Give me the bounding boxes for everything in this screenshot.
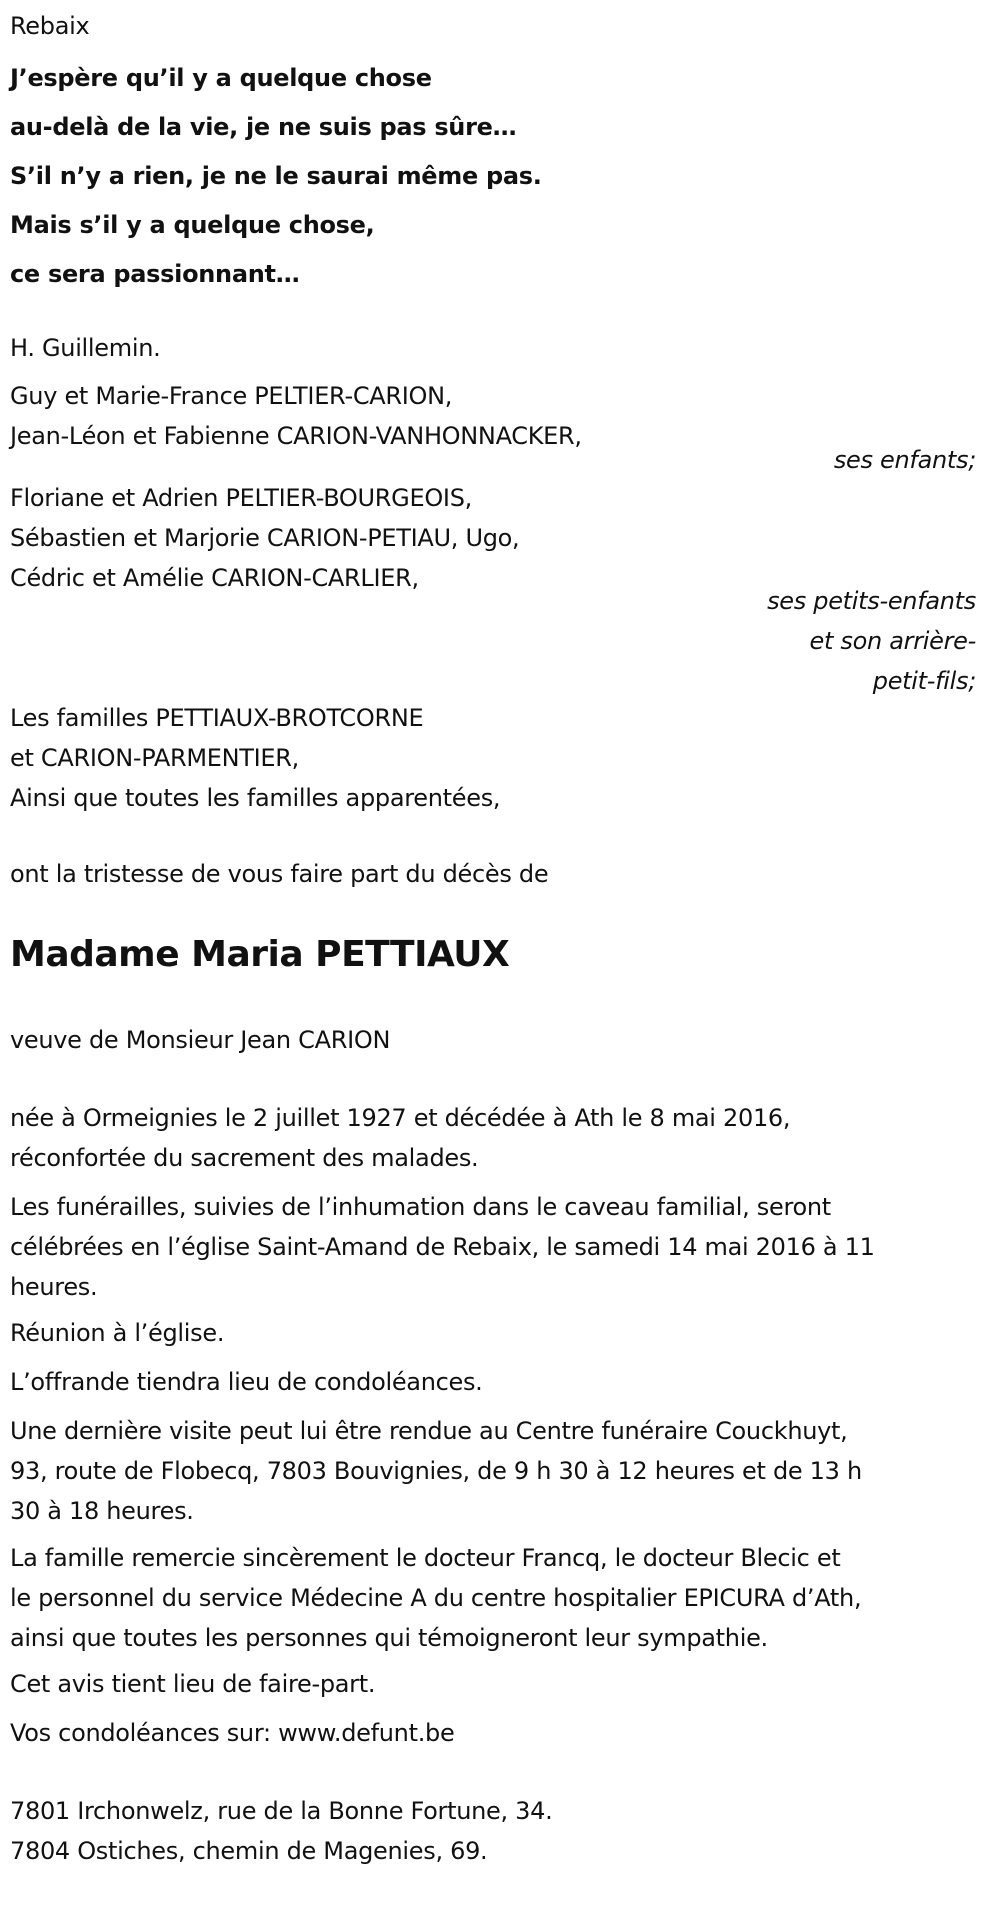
- address-line: 7804 Ostiches, chemin de Magenies, 69.: [10, 1837, 488, 1865]
- detail-line: ainsi que toutes les personnes qui témoigneront leur sympathie.: [10, 1624, 768, 1652]
- detail-line: réconfortée du sacrement des malades.: [10, 1144, 479, 1172]
- location: Rebaix: [10, 12, 90, 40]
- grandchildren-section: [10, 478, 990, 598]
- child-line: Guy et Marie-France PELTIER-CARION,: [10, 382, 453, 410]
- offering: L’offrande tiendra lieu de condoléances.: [10, 1368, 483, 1396]
- family-line: Les familles PETTIAUX-BROTCORNE: [10, 704, 424, 732]
- detail-line: Une dernière visite peut lui être rendue au Centre funéraire Couckhuyt,: [10, 1417, 848, 1445]
- grandchildren-label-line: ses petits-enfants: [767, 587, 976, 615]
- poem-line: ce sera passionnant…: [10, 260, 300, 288]
- detail-line: le personnel du service Médecine A du centre hospitalier EPICURA d’Ath,: [10, 1584, 862, 1612]
- poem-author: H. Guillemin.: [10, 334, 161, 362]
- detail-line: 93, route de Flobecq, 7803 Bouvignies, de 9 h 30 à 12 heures et de 13 h: [10, 1457, 862, 1485]
- detail-line: née à Ormeignies le 2 juillet 1927 et décédée à Ath le 8 mai 2016,: [10, 1104, 791, 1132]
- thanks: [10, 1538, 990, 1658]
- notice: Cet avis tient lieu de faire-part.: [10, 1670, 376, 1698]
- funeral: [10, 1187, 990, 1307]
- address-line: 7801 Irchonwelz, rue de la Bonne Fortune, 34.: [10, 1797, 553, 1825]
- condolences: Vos condoléances sur: www.defunt.be: [10, 1719, 455, 1747]
- birth-death: [10, 1098, 990, 1178]
- poem-line: J’espère qu’il y a quelque chose: [10, 64, 432, 92]
- poem: [10, 54, 990, 299]
- grandchildren-label-line: petit-fils;: [872, 667, 976, 695]
- deceased-name: Madame Maria PETTIAUX: [10, 934, 510, 975]
- visit: [10, 1411, 990, 1531]
- detail-line: célébrées en l’église Saint-Amand de Rebaix, le samedi 14 mai 2016 à 11: [10, 1233, 875, 1261]
- grandchildren-label: [10, 581, 990, 701]
- family-line: Ainsi que toutes les familles apparentées,: [10, 784, 501, 812]
- grandchild-line: Floriane et Adrien PELTIER-BOURGEOIS,: [10, 484, 472, 512]
- detail-line: heures.: [10, 1273, 98, 1301]
- detail-line: La famille remercie sincèrement le docteur Francq, le docteur Blecic et: [10, 1544, 841, 1572]
- detail-line: Les funérailles, suivies de l’inhumation dans le caveau familial, seront: [10, 1193, 831, 1221]
- grandchild-line: Cédric et Amélie CARION-CARLIER,: [10, 564, 419, 592]
- child-line: Jean-Léon et Fabienne CARION-VANHONNACKER,: [10, 422, 582, 450]
- widow-of: veuve de Monsieur Jean CARION: [10, 1026, 391, 1054]
- meeting: Réunion à l’église.: [10, 1319, 225, 1347]
- poem-line: S’il n’y a rien, je ne le saurai même pas.: [10, 162, 542, 190]
- poem-line: Mais s’il y a quelque chose,: [10, 211, 375, 239]
- addresses: [10, 1791, 990, 1871]
- families-section: [10, 698, 990, 818]
- grandchild-line: Sébastien et Marjorie CARION-PETIAU, Ugo,: [10, 524, 520, 552]
- poem-line: au-delà de la vie, je ne suis pas sûre…: [10, 113, 517, 141]
- detail-line: 30 à 18 heures.: [10, 1497, 194, 1525]
- announcement: ont la tristesse de vous faire part du décès de: [10, 860, 549, 888]
- children-label: ses enfants;: [833, 446, 976, 474]
- grandchildren-label-line: et son arrière-: [809, 627, 976, 655]
- family-line: et CARION-PARMENTIER,: [10, 744, 300, 772]
